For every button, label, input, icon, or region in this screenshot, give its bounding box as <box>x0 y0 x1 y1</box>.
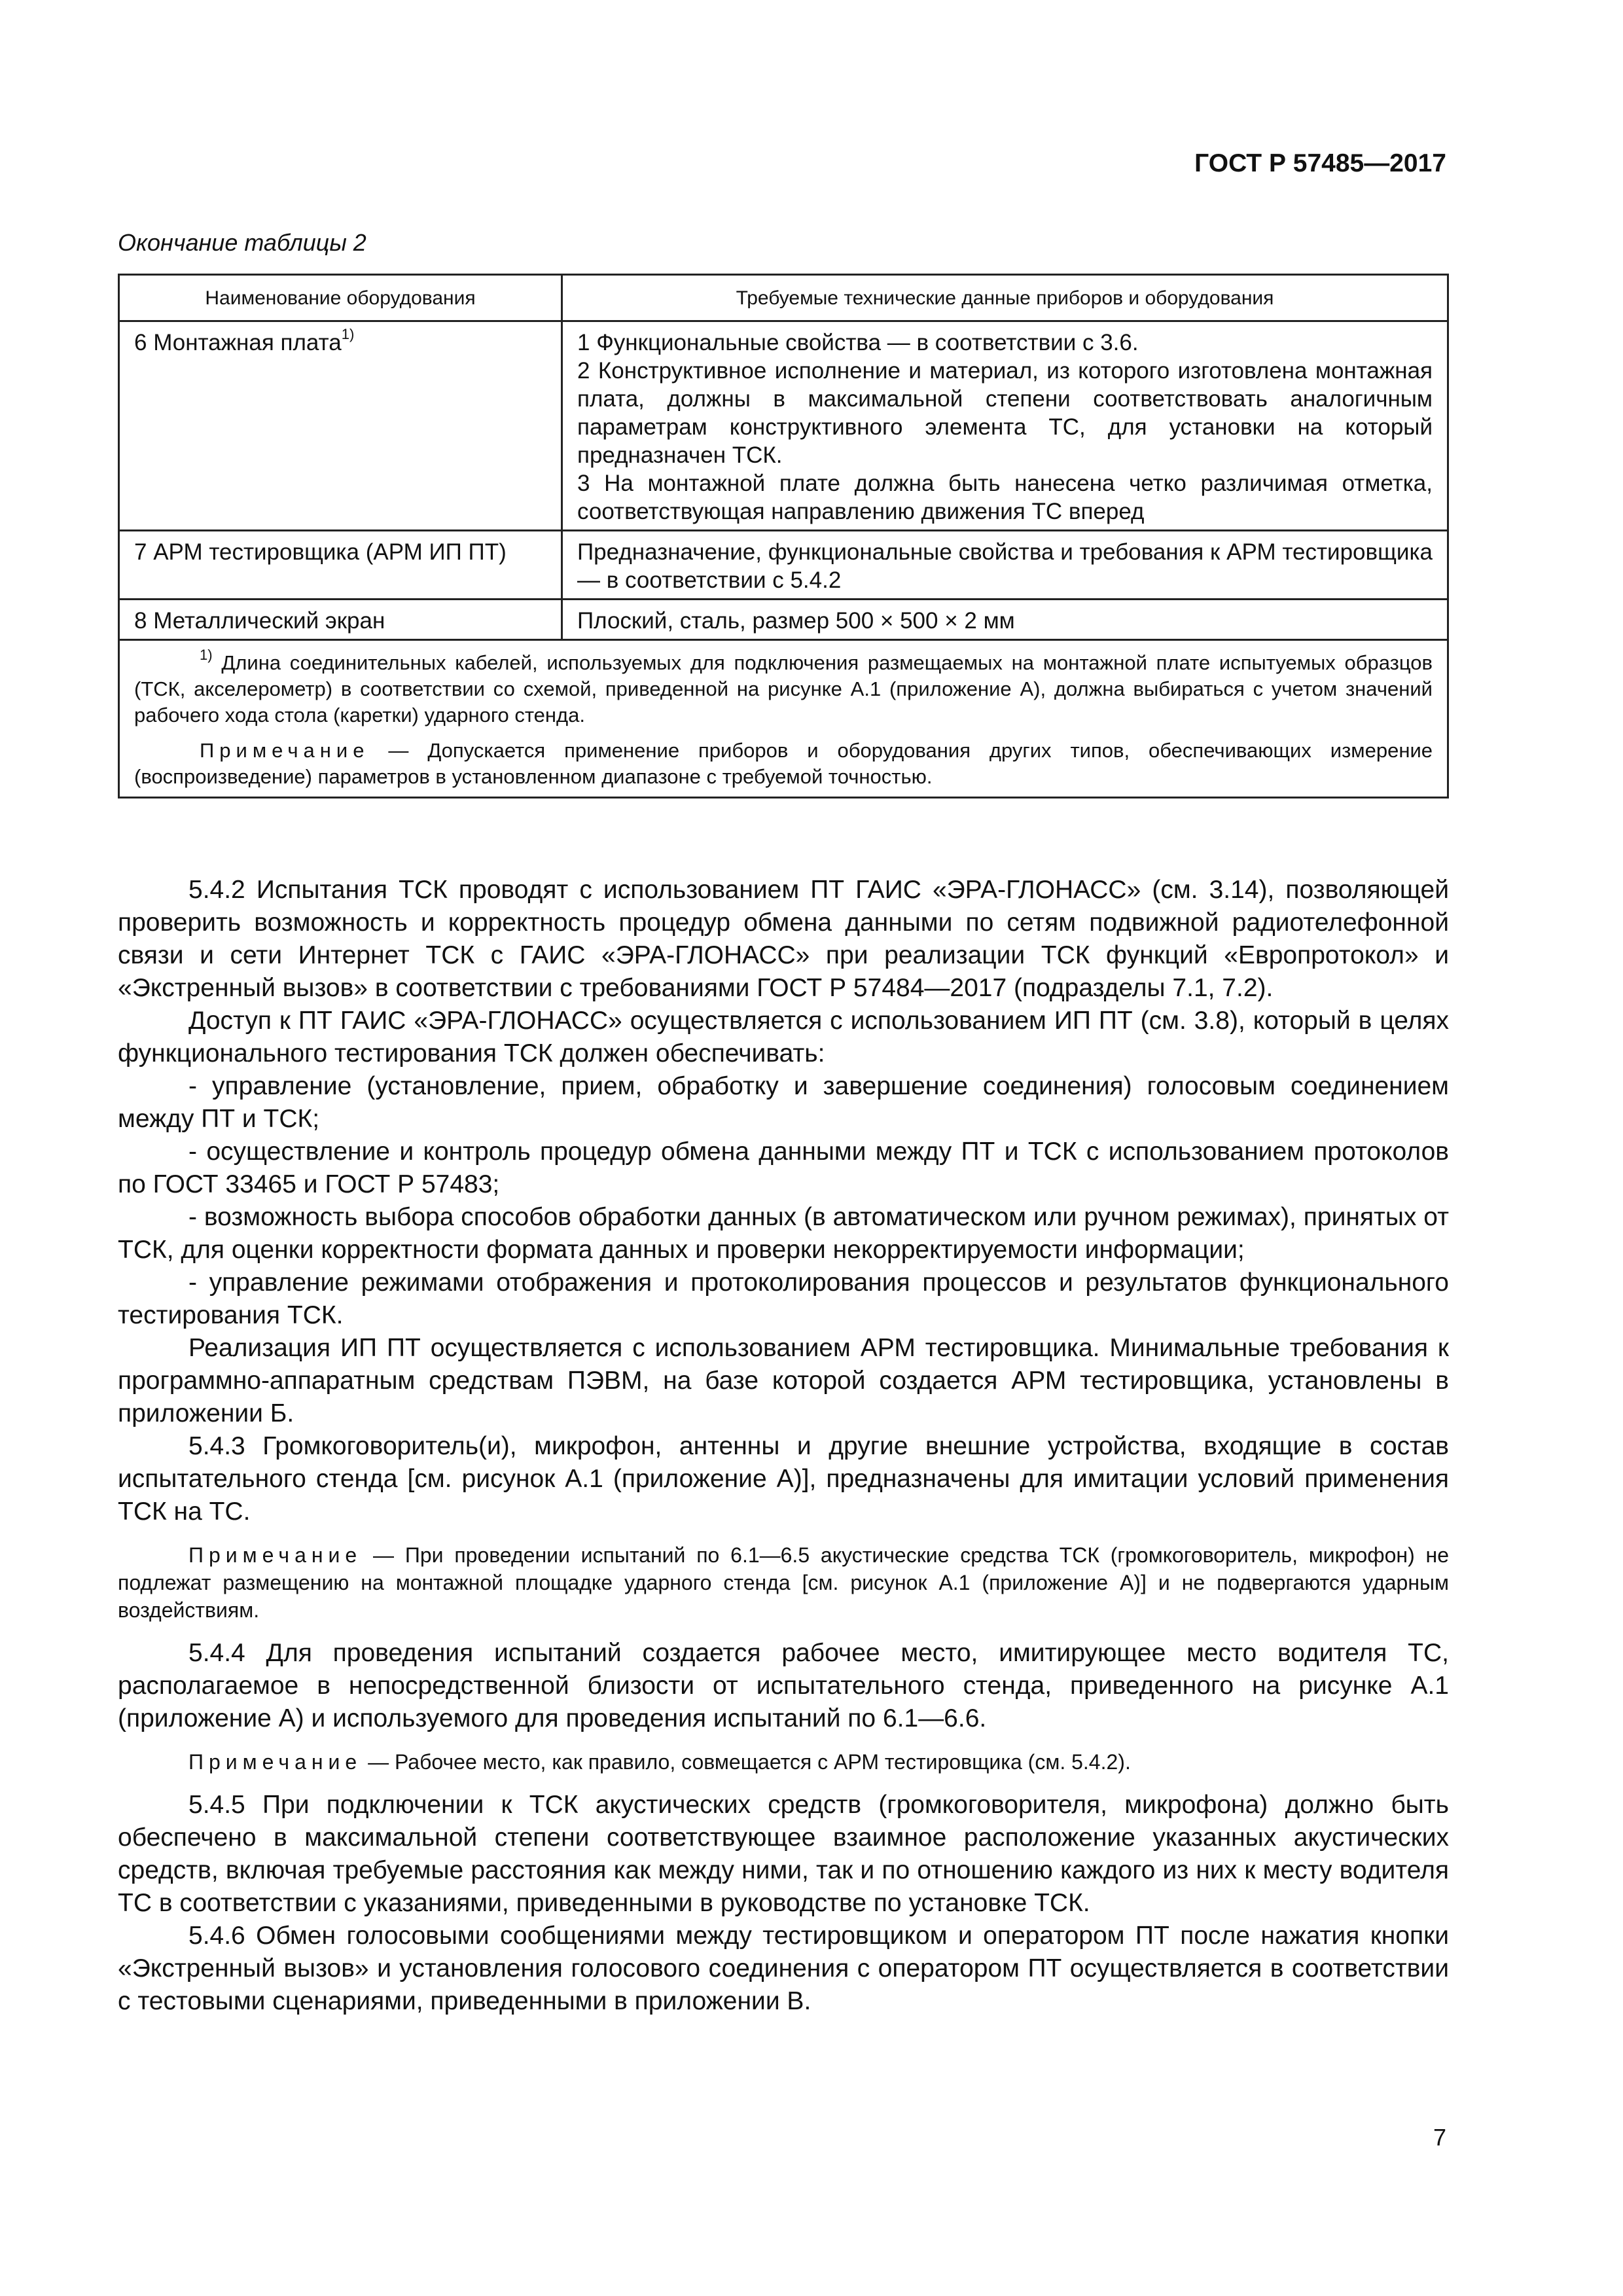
spec-line: Плоский, сталь, размер 500 × 500 × 2 мм <box>577 608 1015 634</box>
equipment-table <box>118 274 1449 798</box>
paragraph: 5.4.5 При подключении к ТСК акустических средств (громкоговорителя, микрофона) должно быть обеспечено в максимальной степени соответствующее взаимное расположение указанных акустических средств, включая требуемые расстояния как между ними, так и по отношению каждого из них к месту водителя ТС в соответствии с указаниями, приведенными в руководстве по установке ТСК. <box>118 1791 1449 1917</box>
row-specs-cell <box>562 531 1448 600</box>
note-label: Примечание <box>188 1750 363 1774</box>
list-item: - управление режимами отображения и протоколирования процессов и результатов функционального тестирования ТСК. <box>118 1268 1449 1329</box>
table-footnote-cell <box>119 640 1448 798</box>
note-text: — При проведении испытаний по 6.1—6.5 акустические средства ТСК (громкоговоритель, микрофон) не подлежат размещению на монтажной площадке ударного стенда [см. рисунок А.1 (приложение А)] и не подвергаются ударным воздействиям. <box>118 1543 1450 1622</box>
row-name-cell <box>119 600 562 640</box>
spec-line: 1 Функциональные свойства — в соответствии с 3.6. <box>577 330 1139 355</box>
footnote-ref: 1) <box>341 326 355 343</box>
note-label: Примечание <box>188 1543 363 1567</box>
row-name: 7 АРМ тестировщика (АРМ ИП ПТ) <box>134 539 507 565</box>
note <box>118 1748 1449 1776</box>
table-note <box>134 738 1433 790</box>
spec-line: 2 Конструктивное исполнение и материал, из которого изготовлена монтажная плата, должны в максимальной степени соответствовать аналогичным параметрам конструктивного элемента ТС, для установки на который предназначен ТСК. <box>577 358 1433 468</box>
col-header-name: Наименование оборудования <box>119 275 562 321</box>
table-caption: Окончание таблицы 2 <box>118 229 366 256</box>
table-row <box>119 531 1448 600</box>
table-row <box>119 600 1448 640</box>
row-name: 8 Металлический экран <box>134 608 385 634</box>
paragraph: 5.4.4 Для проведения испытаний создается рабочее место, имитирующее место водителя ТС, располагаемое в непосредственной близости от испытательного стенда, приведенного на рисунке А.1 (приложение А) и используемого для проведения испытаний по 6.1—6.6. <box>118 1639 1449 1732</box>
note-label: Примечание <box>200 739 370 762</box>
document-header: ГОСТ Р 57485—2017 <box>1194 149 1446 177</box>
spec-line: 3 На монтажной плате должна быть нанесена четко различимая отметка, соответствующая направлению движения ТС вперед <box>577 471 1433 524</box>
paragraph: Доступ к ПТ ГАИС «ЭРА-ГЛОНАСС» осуществляется с использованием ИП ПТ (см. 3.8), который в целях функционального тестирования ТСК должен обеспечивать: <box>118 1007 1449 1067</box>
paragraph: 5.4.6 Обмен голосовыми сообщениями между тестировщиком и оператором ПТ после нажатия кнопки «Экстренный вызов» и установления голосового соединения с оператором ПТ осуществляется в соответствии с тестовыми сценариями, приведенными в приложении В. <box>118 1922 1449 2015</box>
main-text <box>118 874 1449 2018</box>
table-footer-row <box>119 640 1448 798</box>
paragraph: Реализация ИП ПТ осуществляется с использованием АРМ тестировщика. Минимальные требования к программно-аппаратным средствам ПЭВМ, на базе которой создается АРМ тестировщика, установлены в приложении Б. <box>118 1334 1449 1427</box>
list-item: - управление (установление, прием, обработку и завершение соединения) голосовым соединением между ПТ и ТСК; <box>118 1072 1449 1133</box>
paragraph: 5.4.2 Испытания ТСК проводят с использованием ПТ ГАИС «ЭРА-ГЛОНАСС» (см. 3.14), позволяющей проверить возможность и корректность процедур обмена данными по сетям подвижной радиотелефонной связи и сети Интернет ТСК с ГАИС «ЭРА-ГЛОНАСС» при реализации ТСК функций «Европротокол» и «Экстренный вызов» в соответствии с требованиями ГОСТ Р 57484—2017 (подразделы 7.1, 7.2). <box>118 876 1449 1002</box>
paragraph: 5.4.3 Громкоговоритель(и), микрофон, антенны и другие внешние устройства, входящие в состав испытательного стенда [см. рисунок А.1 (приложение А)], предназначены для имитации условий применения ТСК на ТС. <box>118 1432 1449 1526</box>
row-name-cell <box>119 531 562 600</box>
row-specs-cell <box>562 600 1448 640</box>
note-text: — Рабочее место, как правило, совмещается с АРМ тестировщика (см. 5.4.2). <box>368 1750 1131 1774</box>
row-name-cell <box>119 321 562 531</box>
footnote-mark: 1) <box>200 646 213 663</box>
col-header-specs: Требуемые технические данные приборов и оборудования <box>562 275 1448 321</box>
list-item: - возможность выбора способов обработки данных (в автоматическом или ручном режимах), принятых от ТСК, для оценки корректности формата данных и проверки некорректируемости информации; <box>118 1203 1449 1264</box>
list-item: - осуществление и контроль процедур обмена данными между ПТ и ТСК с использованием протоколов по ГОСТ 33465 и ГОСТ Р 57483; <box>118 1138 1449 1198</box>
table-header-row <box>119 275 1448 321</box>
table-footnote <box>134 646 1433 728</box>
row-name: 6 Монтажная плата <box>134 330 342 355</box>
footnote-text: Длина соединительных кабелей, используемых для подключения размещаемых на монтажной плате испытуемых образцов (ТСК, акселерометр) в соответствии со схемой, приведенной на рисунке А.1 (приложение А), должна выбираться с учетом значений рабочего хода стола (каретки) ударного стенда. <box>134 651 1433 726</box>
spec-line: Предназначение, функциональные свойства и требования к АРМ тестировщика — в соответствии с 5.4.2 <box>577 539 1433 593</box>
note <box>118 1541 1449 1624</box>
page-number: 7 <box>1433 2124 1446 2151</box>
row-specs-cell <box>562 321 1448 531</box>
table-row <box>119 321 1448 531</box>
note-text: — Допускается применение приборов и оборудования других типов, обеспечивающих измерение (воспроизведение) параметров в установленном диапазоне с требуемой точностью. <box>134 739 1433 788</box>
